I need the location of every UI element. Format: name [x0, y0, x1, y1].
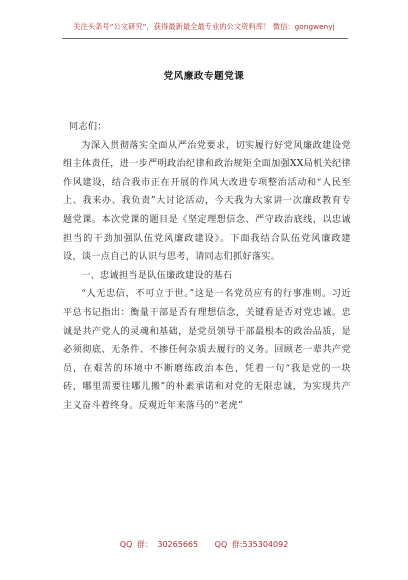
salutation: 同志们： [69, 122, 107, 132]
header-divider [62, 38, 348, 39]
intro-paragraph: 为深入贯彻落实全面从严治党要求，切实履行好党风廉政建设党组主体责任，进一步严明政治纪律和政治规矩全面加强XX局机关纪律作风建设，结合我市正在开展的作风大改进专项整治活动和“人民至上、我来办、我负责”大讨论活动，今天我为大家讲一次廉政教育专题党课。本次党课的题目是《坚定理想信念、严守政治底线，以忠诚担当的干劲加强队伍党风廉政建设》。下面我结合队伍党风廉政建设，谈一点自己的认识与思考，请同志们抓好落实。 [63, 140, 351, 263]
section-paragraph: “人无忠信，不可立于世。”这是一名党员应有的行事准则。习近平总书记指出：衡量干部是否有理想信念，关键看是否对党忠诚。忠诚是共产党人的灵魂和基础，是党员领导干部最根本的政治品质，是必须彻底、无条件、不掺任何杂质去履行的义务。回顾老一辈共产党员，在艰苦的环境中不断磨练政治本色，凭着一句“我是党的一块砖，哪里需要往哪儿搬”的朴素承诺和对党的无限忠诚，为实现共产主义奋斗着终身。反观近年来落马的“老虎” [63, 289, 351, 411]
footer-contacts [0, 539, 408, 550]
footer-qq-group-2: QQ 群:535304092 [214, 540, 289, 549]
document-title: 党风廉政专题党课 [163, 71, 245, 82]
header-note: 关注头条号“公文研究”，获得最新最全最专业的公文资料库！ 微信：gongwenyj [73, 22, 335, 31]
footer-qq-group-1: QQ 群： 30265665 [119, 540, 199, 549]
document-body [63, 118, 351, 416]
section-heading: 一、忠诚担当是队伍廉政建设的基石 [81, 270, 233, 281]
